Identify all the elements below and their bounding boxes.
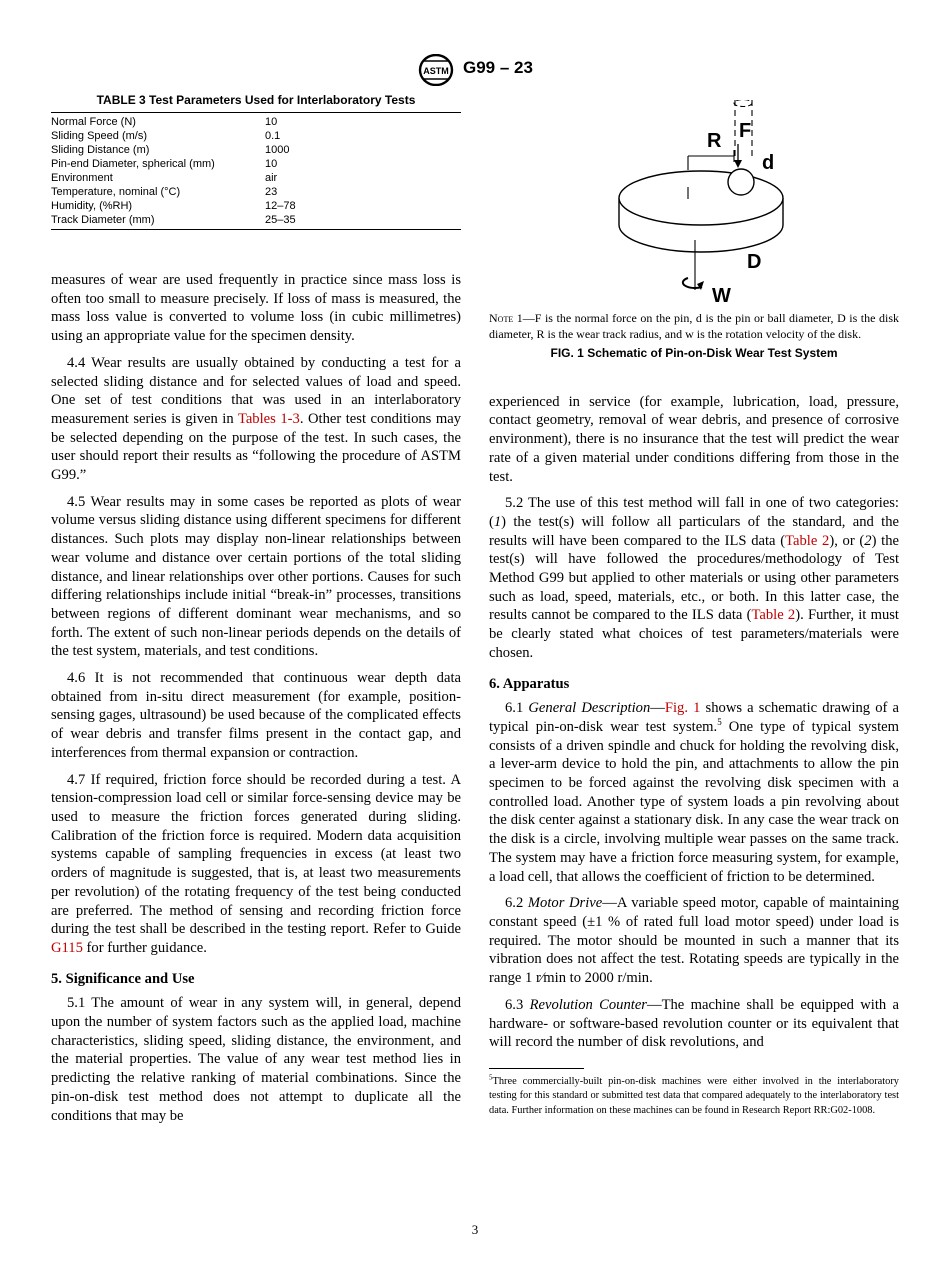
figure-1-caption: FIG. 1 Schematic of Pin-on-Disk Wear Test System [550, 346, 838, 360]
table-row [51, 171, 461, 185]
paragraph-6-1: 6.1 General Description—Fig. 1 shows a schematic drawing of a typical pin-on-disk wear test system.$^5$ One type of typical system consists of a driven spindle and chuck for holding the revolving disk, a lever-arm device to hold the pin, and attachments to allow the pin specimen to be forced against the revolving disk specimen with a controlled load. Another type of system loads a pin revolving about the disk center against a stationary disk. In any case the wear track on the disk is a circle, involving multiple wear passes on the same track. The system may have a friction force measuring system, for example, a load cell, that allows the coefficient of friction to be determined. [489, 700, 900, 885]
table-2-link[interactable]: Table 2 [785, 532, 830, 549]
parameter-name: Normal Force (N) [51, 116, 136, 128]
label-F: F [739, 120, 752, 142]
paragraph-5-1: 5.1 The amount of wear in any system will, in general, depend upon the number of system factors such as the applied load, machine characteristics, sliding speed, sliding distance, the environment, and the material properties. The value of any wear test method lies in predicting the relative ranking of material combinations. Since the pin-on-disk test method does not attempt to duplicate all the conditions that may be [51, 995, 461, 1124]
paragraph-5-1-continued: experienced in service (for example, lubrication, load, pressure, contact geometry, removal of wear debris, and presence of corrosive environment), there is no insurance that the test will predict the wear rate of a given material under conditions differing from those in the test. [489, 393, 899, 485]
table-row [51, 143, 461, 157]
parameter-value: air [265, 172, 278, 184]
left-column [51, 92, 461, 1133]
footnote-5-ref: 5 [717, 717, 722, 728]
parameter-value: 12–78 [265, 200, 296, 212]
label-D: D [747, 251, 762, 273]
parameter-value: 10 [265, 116, 278, 128]
g115-link[interactable]: G115 [51, 939, 83, 956]
section-5-heading: 5. Significance and Use [51, 970, 195, 987]
table-row [51, 129, 461, 143]
paragraph-4-5: 4.5 Wear results may in some cases be reported as plots of wear volume versus sliding distance using different specimens for different distances. Such plots may display non-linear relationships between wear volume and distance over certain portions of the total sliding distance, and linear relationships over other portions. Causes for such differing relationships include initial “break-in” processes, transitions between regions of different dominant wear mechanisms, and so forth. The extent of such non-linear periods depends on the details of the test system, materials, and test conditions. [51, 493, 461, 660]
test-parameters-table [51, 112, 461, 230]
label-R: R [707, 130, 722, 152]
label-W: W [712, 285, 731, 306]
parameter-name: Temperature, nominal (°C) [51, 186, 181, 198]
paragraph-6-3: 6.3 Revolution Counter—The machine shall be equipped with a hardware- or software-based revolution counter or its equivalent that will record the number of disk revolutions, and [489, 996, 900, 1051]
tables-1-3-link[interactable]: Tables 1-3 [237, 410, 300, 427]
paragraph-4-3-continued: measures of wear are used frequently in practice since mass loss is often too small to measure precisely. If loss of mass is measured, the mass loss value is converted to volume loss (in cubic millimetres) using an appropriate value for the specimen density. [51, 272, 461, 345]
parameter-name: Sliding Speed (m/s) [51, 130, 147, 142]
table-row [51, 199, 461, 213]
parameter-value: 1000 [265, 144, 290, 156]
table-row [51, 113, 461, 130]
parameter-value: 23 [265, 186, 278, 198]
footnote-5: $^5$Three commercially-built pin-on-disk machines were either involved in the interlaboratory testing for this standard or submitted test data that compared adequately to the interlaboratory test data. Further information on these machines can be found in Research Report RR:G02-1008. [489, 1073, 899, 1116]
parameter-name: Track Diameter (mm) [51, 214, 155, 226]
parameter-value: 0.1 [265, 130, 281, 142]
table-row [51, 185, 461, 199]
svg-text:ASTM: ASTM [423, 66, 449, 76]
footnote-divider [489, 1068, 584, 1069]
parameter-value: 25–35 [265, 214, 296, 226]
fig-1-link[interactable]: Fig. 1 [664, 700, 701, 717]
page-header [0, 54, 950, 86]
table-2-link[interactable]: Table 2 [751, 607, 796, 624]
paragraph-4-6: 4.6 It is not recommended that continuous wear depth data obtained from in-situ direct measurement (for example, position-sensing gages, ultrasound) be used because of the complicated effects of wear debris and transfer films present in the contact gap, and interferences from thermal expansion or contraction. [51, 670, 461, 761]
paragraph-4-4: 4.4 Wear results are usually obtained by conducting a test for a selected sliding distance and for selected values of load and speed. One set of test conditions that was used in an interlaboratory measurement series is given in Tables 1-3. Other test conditions may be selected depending on the purpose of the test. In such cases, the user should report their results as “following the procedure of ASTM G99.” [51, 354, 462, 484]
label-d: d [762, 152, 775, 174]
astm-logo-icon [416, 54, 456, 86]
paragraph-6-2: 6.2 Motor Drive—A variable speed motor, capable of maintaining constant speed (±1 % of rated full load motor speed) under load is required. The motor should be mounted in such a manner that its vibration does not affect the test. Rotating speeds are typically in the range 1 r⁄min to 2000 r/min. [489, 895, 899, 987]
standard-designation: G99 – 23 [463, 58, 533, 77]
figure-note: Note 1—F is the normal force on the pin, d is the pin or ball diameter, D is the disk diameter, R is the wear track radius, and w is the rotation velocity of the disk. [489, 311, 899, 341]
paragraph-4-7: 4.7 If required, friction force should be recorded during a test. A tension-compression load cell or similar force-sensing device may be used to measure the friction forces generated during sliding. Calibration of the friction force is required. Modern data acquisition systems capable of sampling frequencies in excess (at least two orders of magnitude is suggested, that is, at least two measurements per revolution) of the rotating frequency of the test being conducted are preferred. The method of sensing and recording friction force during the test shall be described in the testing report. Refer to Guide G115 for further guidance. [51, 771, 461, 956]
parameter-name: Pin-end Diameter, spherical (mm) [51, 158, 215, 170]
parameter-name: Humidity, (%RH) [51, 200, 133, 212]
parameter-value: 10 [265, 158, 278, 170]
parameter-name: Sliding Distance (m) [51, 144, 150, 156]
parameter-name: Environment [51, 172, 113, 184]
section-6-heading: 6. Apparatus [489, 675, 570, 692]
paragraph-5-2: 5.2 The use of this test method will fall in one of two categories: (1) the test(s) will follow all particulars of the standard, and the results will have been compared to the ILS data (Table 2), or (2) the test(s) will have followed the procedures/methodology of Test Method G99 but applied to other materials or using other parameters such as load, speed, materials, etc., or both. In this latter case, the results cannot be compared to the ILS data (Table 2). Further, it must be clearly stated what choices of test parameters/materials were chosen. [489, 495, 899, 661]
right-column [489, 100, 899, 1118]
page-number: 3 [471, 1222, 479, 1237]
table-row [51, 157, 461, 171]
table-3-title: TABLE 3 Test Parameters Used for Interlaboratory Tests [96, 93, 416, 107]
table-row [51, 213, 461, 230]
pin-on-disk-schematic [489, 100, 899, 306]
pin-on-disk-figure [489, 100, 899, 306]
